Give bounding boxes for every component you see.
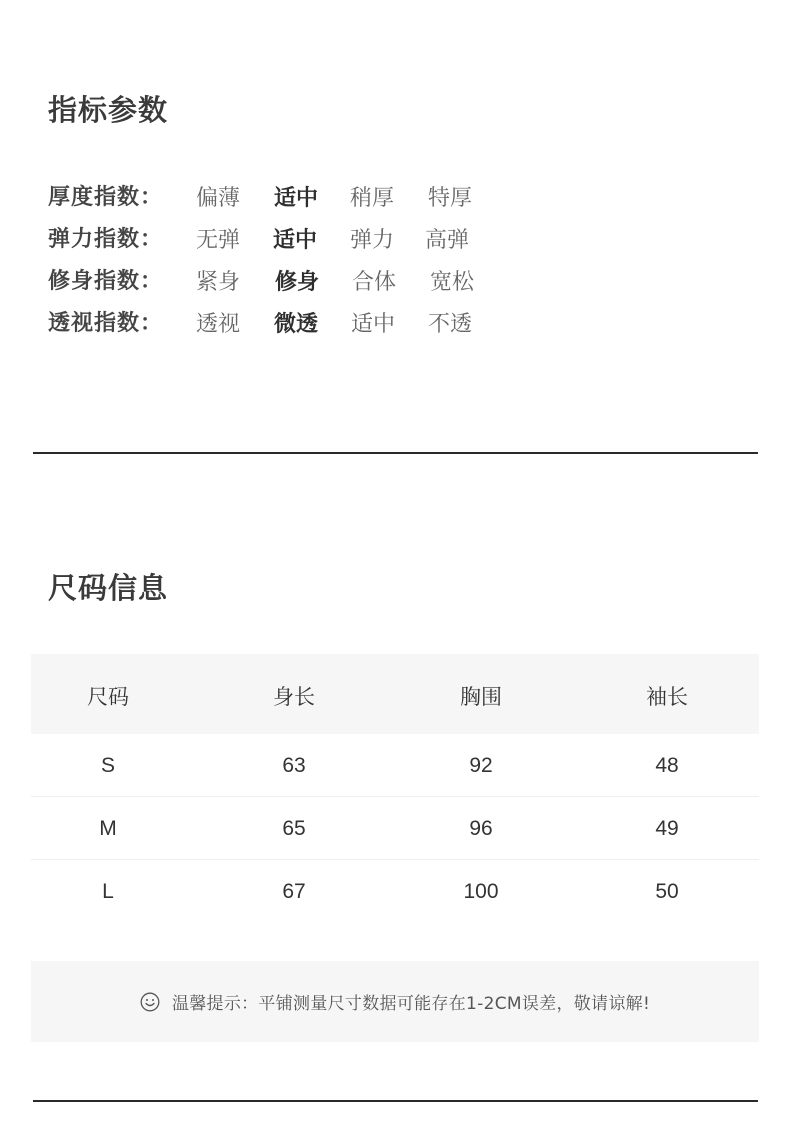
index-option-selected: 适中	[273, 228, 318, 253]
table-cell: 50	[655, 880, 679, 903]
params-title: 指标参数	[48, 93, 169, 127]
size-table	[31, 654, 759, 922]
index-option: 紧身	[196, 270, 241, 295]
fit-index-row	[48, 264, 748, 298]
table-cell: 67	[282, 880, 306, 903]
size-tip	[31, 961, 759, 1042]
index-option: 不透	[428, 312, 473, 337]
index-option: 稍厚	[350, 186, 395, 211]
table-row	[31, 797, 759, 860]
transparency-index-row	[48, 306, 748, 340]
table-cell: L	[102, 880, 114, 903]
table-cell: 96	[469, 817, 493, 840]
size-table-header	[31, 654, 759, 734]
elasticity-index-row	[48, 222, 748, 256]
index-option-selected: 修身	[275, 270, 320, 295]
header-cell: 身长	[273, 685, 315, 709]
index-label: 修身指数：	[48, 269, 164, 294]
table-cell: M	[99, 817, 117, 840]
index-option: 弹力	[350, 228, 395, 253]
index-option: 无弹	[196, 228, 241, 253]
section-divider	[33, 1100, 758, 1102]
index-option-selected: 适中	[274, 186, 319, 211]
index-option: 宽松	[430, 270, 475, 295]
smiley-icon	[140, 992, 160, 1012]
index-label: 透视指数：	[48, 311, 164, 336]
index-option: 适中	[351, 312, 396, 337]
header-cell: 尺码	[87, 685, 129, 709]
index-option: 高弹	[425, 228, 470, 253]
index-option: 偏薄	[196, 186, 241, 211]
index-option: 特厚	[428, 186, 473, 211]
table-row	[31, 734, 759, 797]
index-label: 厚度指数：	[48, 185, 164, 210]
header-cell: 袖长	[646, 685, 688, 709]
tip-text: 温馨提示：平铺测量尺寸数据可能存在1-2CM误差，敬请谅解!	[171, 994, 651, 1014]
table-cell: 49	[655, 817, 679, 840]
table-cell: 92	[469, 754, 493, 777]
header-cell: 胸围	[460, 685, 502, 709]
table-cell: 63	[282, 754, 306, 777]
table-cell: S	[100, 754, 115, 777]
index-label: 弹力指数：	[48, 227, 164, 252]
index-option: 合体	[352, 270, 397, 295]
table-cell: 48	[655, 754, 679, 777]
index-option: 透视	[196, 312, 241, 337]
section-divider	[33, 452, 758, 454]
table-cell: 100	[463, 880, 499, 903]
size-title: 尺码信息	[48, 571, 169, 605]
table-cell: 65	[282, 817, 306, 840]
index-option-selected: 微透	[274, 312, 319, 337]
thickness-index-row	[48, 180, 748, 214]
table-row	[31, 860, 759, 922]
